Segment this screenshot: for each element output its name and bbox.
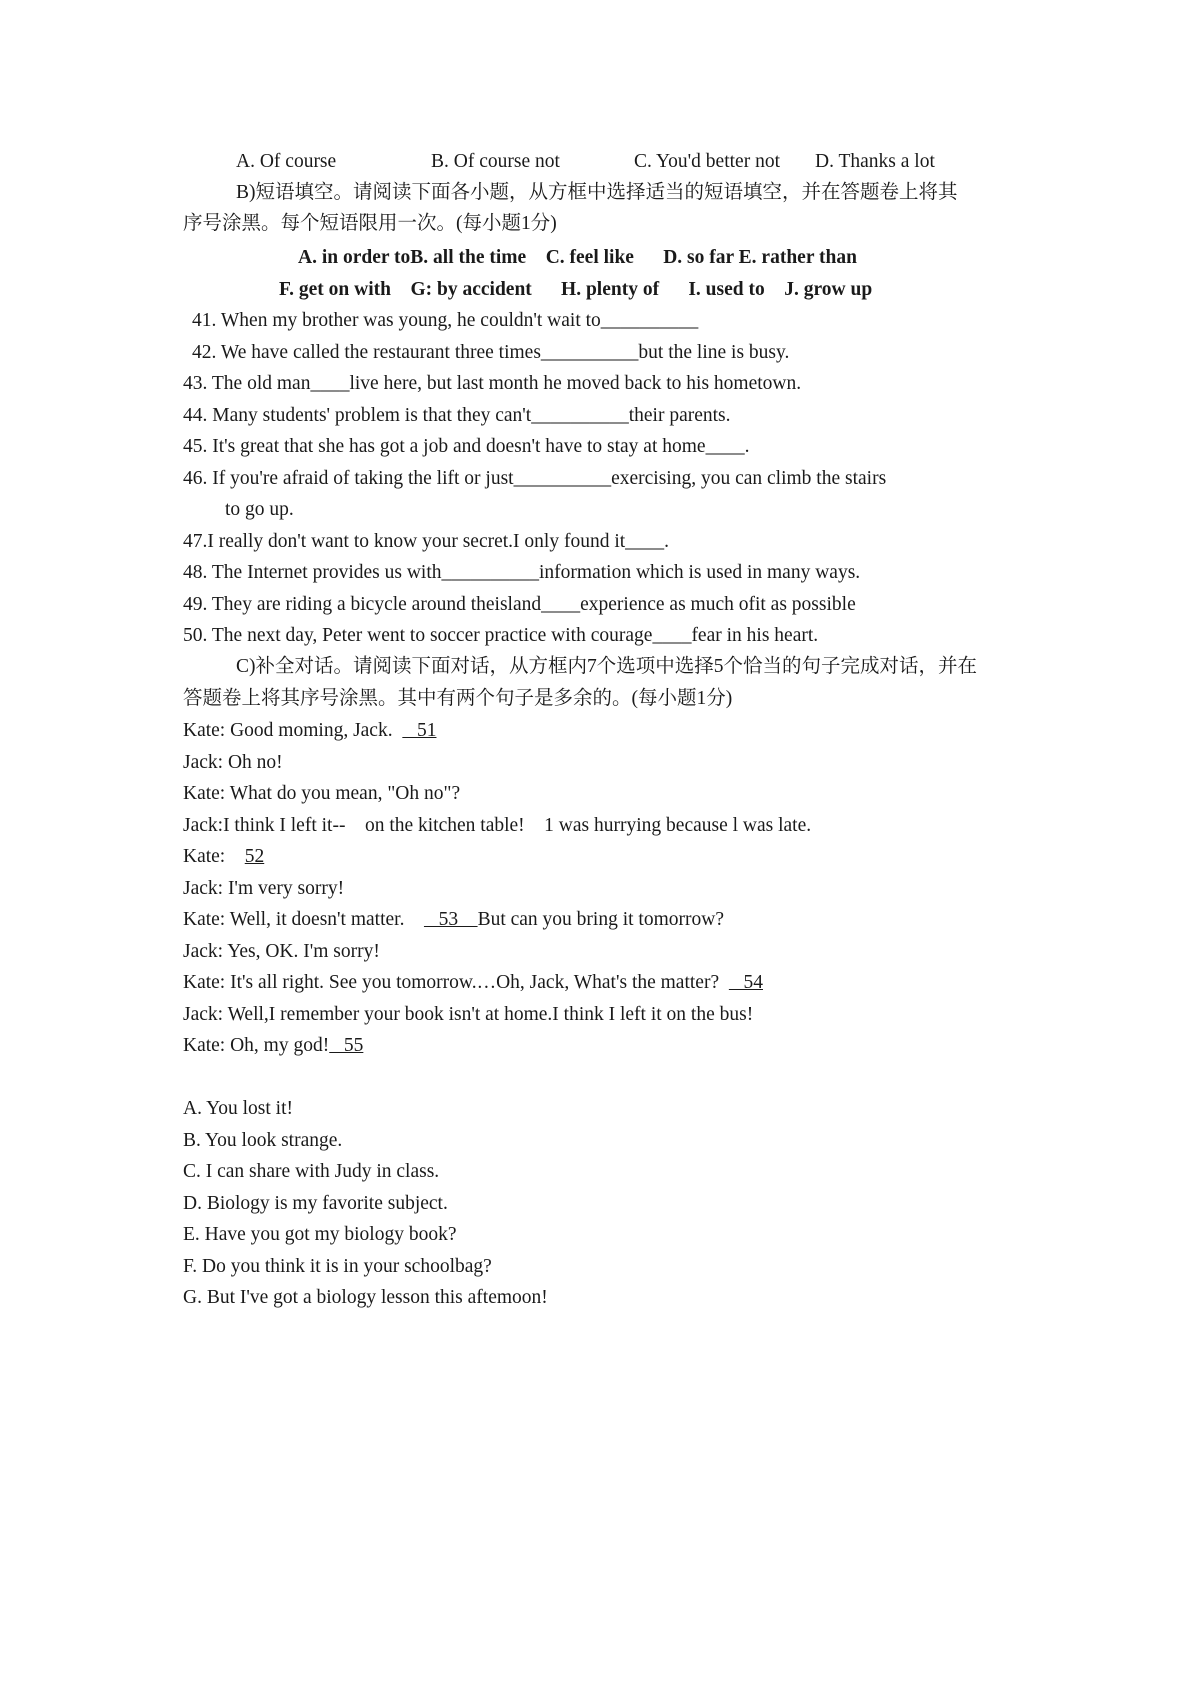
prev-option-b: B. Of course not (431, 151, 560, 172)
choice-c: C. I can share with Judy in class. (183, 1161, 440, 1182)
dialogue-text: Kate: (183, 846, 245, 867)
prev-option-c: C. You'd better not (634, 151, 780, 172)
question-49: 49. They are riding a bicycle around theisland____experience as much ofit as possible (183, 594, 856, 615)
dialogue-text: Kate: Well, it doesn't matter. (183, 909, 424, 930)
section-c-instructions-1: C)补全对话。请阅读下面对话，从方框内7个选项中选择5个恰当的句子完成对话，并在 (236, 656, 978, 677)
choice-g: G. But I've got a biology lesson this aftemoon! (183, 1287, 548, 1308)
question-46-continued: to go up. (225, 499, 294, 520)
phrase-box-row-2: F. get on with G: by accident H. plenty of I. used to J. grow up (279, 279, 873, 300)
section-b-instructions-1: B)短语填空。请阅读下面各小题，从方框中选择适当的短语填空，并在答题卷上将其 (236, 182, 958, 203)
choice-a: A. You lost it! (183, 1098, 293, 1119)
section-b-instructions-2: 序号涂黑。每个短语限用一次。(每小题1分) (183, 213, 557, 234)
choice-b: B. You look strange. (183, 1130, 343, 1151)
dialogue-line-1 (183, 719, 436, 743)
choice-e: E. Have you got my biology book? (183, 1224, 457, 1245)
question-44: 44. Many students' problem is that they can't__________their parents. (183, 405, 731, 426)
phrase-box-row-1: A. in order toB. all the time C. feel like D. so far E. rather than (298, 247, 857, 268)
choice-d: D. Biology is my favorite subject. (183, 1193, 448, 1214)
blank-54: 54 (728, 972, 763, 993)
dialogue-line-9 (183, 971, 763, 995)
dialogue-text: Kate: It's all right. See you tomorrow.…Oh, Jack, What's the matter? (183, 972, 729, 993)
dialogue-line-2: Jack: Oh no! (183, 752, 283, 773)
dialogue-line-11 (183, 1034, 363, 1058)
choice-f: F. Do you think it is in your schoolbag? (183, 1256, 492, 1277)
dialogue-line-5 (183, 845, 264, 869)
dialogue-line-8: Jack: Yes, OK. I'm sorry! (183, 941, 380, 962)
question-43: 43. The old man____live here, but last month he moved back to his hometown. (183, 373, 802, 394)
dialogue-line-7 (183, 908, 724, 932)
dialogue-text: Kate: Oh, my god! (183, 1035, 330, 1056)
dialogue-line-10: Jack: Well,I remember your book isn't at home.I think I left it on the bus! (183, 1004, 754, 1025)
dialogue-text: Kate: Good moming, Jack. (183, 720, 403, 741)
dialogue-line-6: Jack: I'm very sorry! (183, 878, 345, 899)
dialogue-line-3: Kate: What do you mean, "Oh no"? (183, 783, 461, 804)
blank-52: 52 (244, 846, 265, 867)
question-45: 45. It's great that she has got a job and doesn't have to stay at home____. (183, 436, 750, 457)
blank-53: 53 (423, 909, 478, 930)
prev-option-d: D. Thanks a lot (815, 151, 935, 172)
question-47: 47.I really don't want to know your secret.I only found it____. (183, 531, 670, 552)
blank-55: 55 (329, 1035, 364, 1056)
question-50: 50. The next day, Peter went to soccer practice with courage____fear in his heart. (183, 625, 819, 646)
blank-51: 51 (402, 720, 437, 741)
section-c-instructions-2: 答题卷上将其序号涂黑。其中有两个句子是多余的。(每小题1分) (183, 688, 733, 709)
question-48: 48. The Internet provides us with__________information which is used in many ways. (183, 562, 861, 583)
prev-option-a: A. Of course (236, 151, 337, 172)
dialogue-text-after: But can you bring it tomorrow? (477, 909, 724, 930)
question-41: 41. When my brother was young, he couldn't wait to__________ (192, 310, 699, 331)
dialogue-line-4: Jack:I think I left it-- on the kitchen table! 1 was hurrying because l was late. (183, 815, 812, 836)
question-42: 42. We have called the restaurant three times__________but the line is busy. (192, 342, 790, 363)
question-46: 46. If you're afraid of taking the lift or just__________exercising, you can climb the stairs (183, 468, 887, 489)
